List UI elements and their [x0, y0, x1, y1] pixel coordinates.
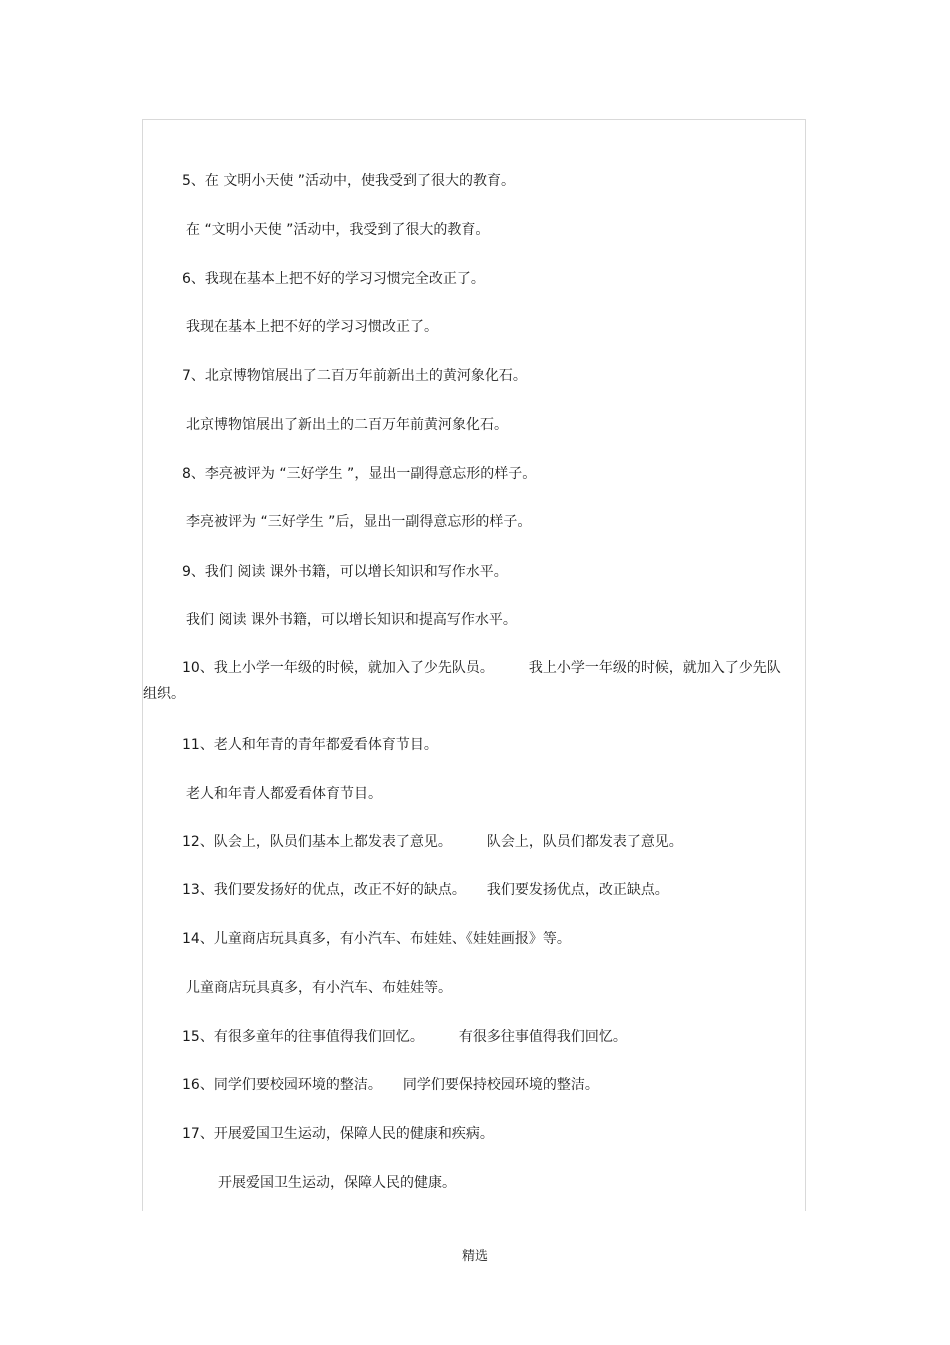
text-line: 8、李亮被评为 “三好学生 ”，显出一副得意忘形的样子。 — [182, 466, 537, 482]
text-line: 在 “文明小天使 ”活动中，我受到了很大的教育。 — [186, 222, 490, 238]
text-line: 9、我们 阅读 课外书籍，可以增长知识和写作水平。 — [182, 564, 508, 580]
text-line: 15、有很多童年的往事值得我们回忆。 有很多往事值得我们回忆。 — [182, 1029, 627, 1045]
text-line: 北京博物馆展出了新出土的二百万年前黄河象化石。 — [186, 417, 508, 433]
text-paragraph: 10、我上小学一年级的时候，就加入了少先队员。 我上小学一年级的时候，就加入了少先队组织。 — [143, 660, 781, 702]
text-line: 13、我们要发扬好的优点，改正不好的缺点。 我们要发扬优点，改正缺点。 — [182, 882, 669, 898]
text-line: 6、我现在基本上把不好的学习习惯完全改正了。 — [182, 271, 485, 287]
page-footer: 精选 — [461, 1249, 488, 1264]
text-line: 我现在基本上把不好的学习习惯改正了。 — [186, 319, 438, 335]
text-line: 17、开展爱国卫生运动，保障人民的健康和疾病。 — [182, 1126, 494, 1142]
text-line: 7、北京博物馆展出了二百万年前新出土的黄河象化石。 — [182, 368, 527, 384]
text-line: 儿童商店玩具真多，有小汽车、布娃娃等。 — [186, 980, 452, 996]
text-line: 开展爱国卫生运动，保障人民的健康。 — [218, 1175, 456, 1191]
text-line: 老人和年青人都爱看体育节目。 — [186, 786, 382, 802]
text-line: 李亮被评为 “三好学生 ”后，显出一副得意忘形的样子。 — [186, 514, 532, 530]
text-line: 我们 阅读 课外书籍，可以增长知识和提高写作水平。 — [186, 612, 517, 628]
text-line: 12、队会上，队员们基本上都发表了意见。 队会上，队员们都发表了意见。 — [182, 834, 683, 850]
text-line: 16、同学们要校园环境的整洁。 同学们要保持校园环境的整洁。 — [182, 1077, 599, 1093]
text-line: 14、儿童商店玩具真多，有小汽车、布娃娃、《娃娃画报》等。 — [182, 931, 571, 947]
text-line: 11、老人和年青的青年都爱看体育节目。 — [182, 737, 438, 753]
text-line: 5、在 文明小天使 ”活动中，使我受到了很大的教育。 — [182, 173, 516, 189]
